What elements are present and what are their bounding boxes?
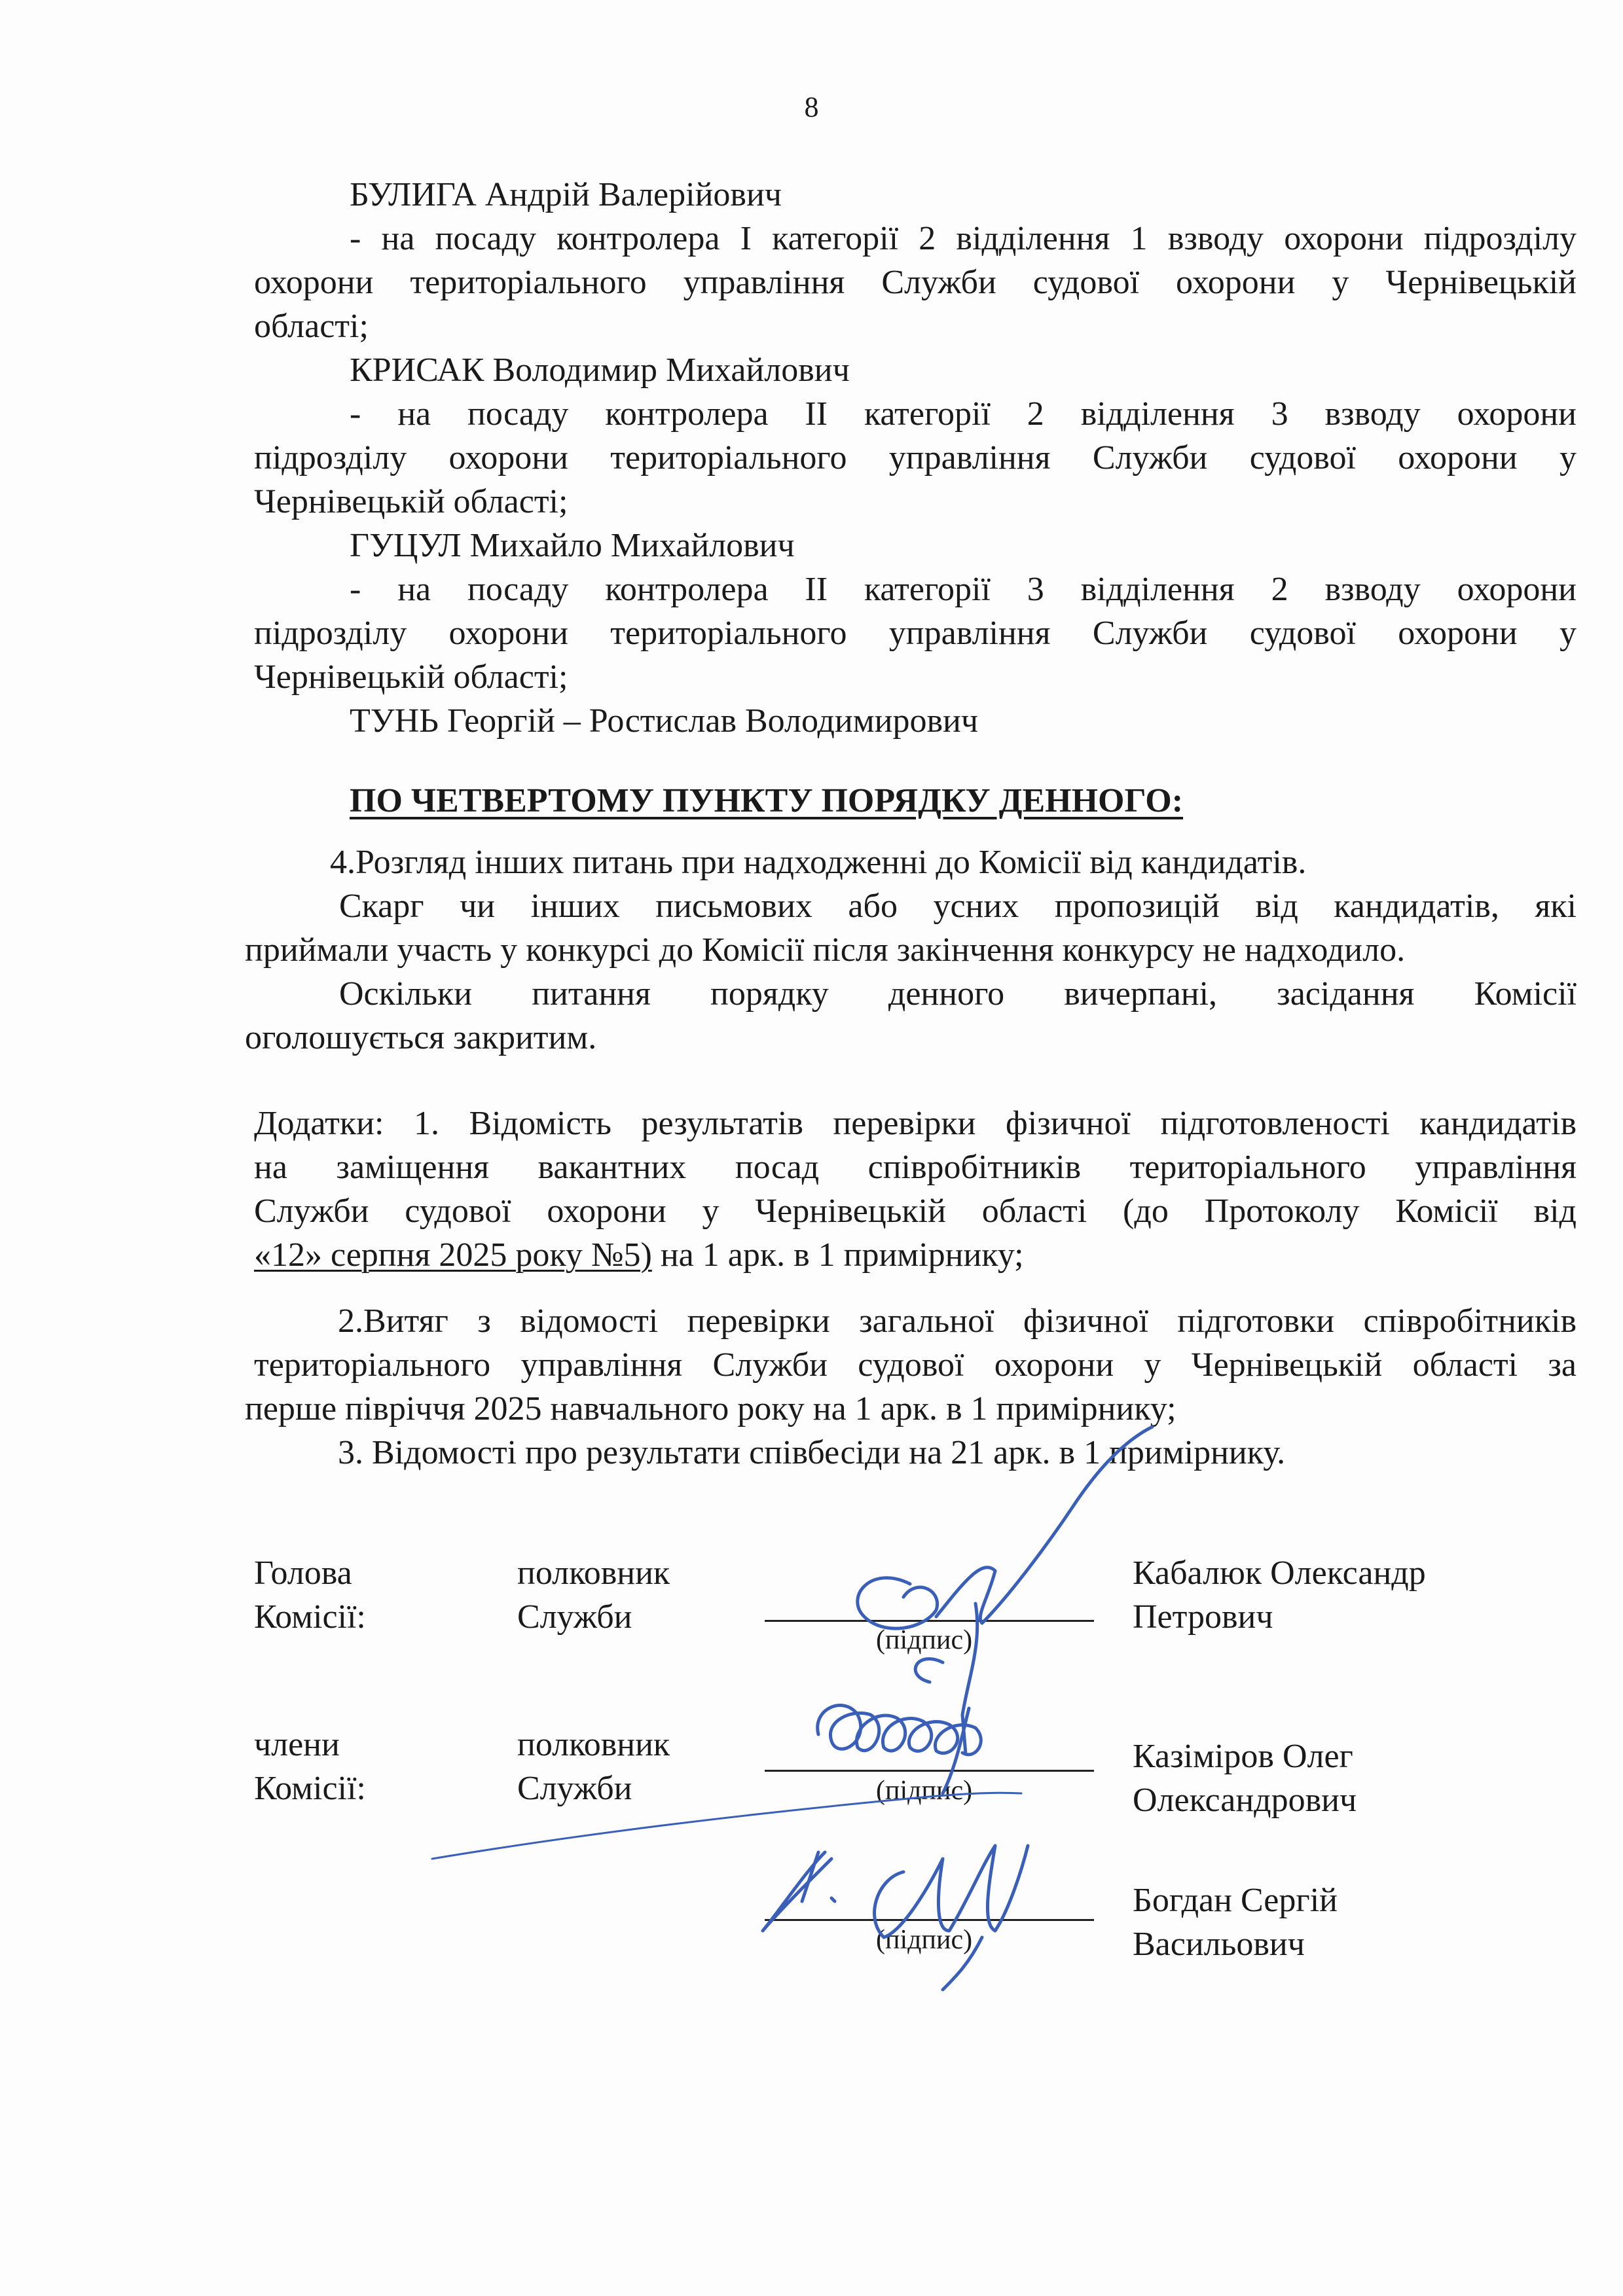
attachment-1: Додатки: 1. Відомість результатів перевірки фізичної підготовленості кандидатів: [254, 1105, 1577, 1142]
candidate-name-buliga: БУЛИГА Андрій Валерійович: [350, 176, 782, 213]
position-text: - на посаду контролера ІІ категорії 3 відділення 2 взводу охорони: [350, 571, 1577, 608]
signatory-name: Кабалюк Олександр Петрович: [1133, 1554, 1426, 1636]
signature-1-stroke: [915, 1659, 943, 1682]
attachment-1: на заміщення вакантних посад співробітників територіального управління: [254, 1149, 1577, 1186]
closing-text: Оскільки питання порядку денного вичерпані, засідання Комісії: [339, 975, 1577, 1013]
signatory-name: Богдан Сергій Васильович: [1133, 1882, 1338, 1963]
protocol-reference: «12» серпня 2025 року №5): [254, 1236, 652, 1274]
candidate-name-krysak: КРИСАК Володимир Михайлович: [350, 351, 850, 389]
signature-2-stroke: [818, 1706, 981, 1755]
candidate-name-tun: ТУНЬ Георгій – Ростислав Володимирович: [350, 702, 978, 740]
signatory-role: Голова Комісії:: [254, 1554, 366, 1636]
position-text: Чернівецькій області;: [254, 658, 568, 696]
signatory-rank: полковник Служби: [517, 1554, 670, 1636]
signature-3-stroke: [875, 1846, 1028, 1937]
signature-1-stroke: [858, 1578, 938, 1628]
position-text: підрозділу охорони територіального управління Служби судової охорони у: [254, 439, 1577, 476]
closing-text: оголошується закритим.: [245, 1019, 597, 1056]
candidate-name-hutsul: ГУЦУЛ Михайло Михайлович: [350, 527, 795, 564]
attachment-2: 2.Витяг з відомості перевірки загальної фізичної підготовки співробітників: [338, 1302, 1577, 1340]
complaints-text: приймали участь у конкурсі до Комісії після закінчення конкурсу не надходило.: [245, 931, 1406, 969]
agenda-item-4: 4.Розгляд інших питань при надходженні до Комісії від кандидатів.: [330, 844, 1307, 881]
signature-3-stroke: [831, 1898, 835, 1901]
attachment-2: перше півріччя 2025 навчального року на 1 арк. в 1 примірнику;: [245, 1390, 1176, 1427]
page-number: 8: [804, 91, 819, 123]
signature-label: (підпис): [876, 1925, 973, 1955]
position-text: - на посаду контролера ІІ категорії 2 відділення 3 взводу охорони: [350, 395, 1577, 433]
signatory-role: члени Комісії:: [254, 1726, 366, 1807]
signature-1-stroke: [936, 1427, 1152, 1623]
signatory-name: Казіміров Олег Олександрович: [1133, 1738, 1357, 1819]
signatory-rank: полковник Служби: [517, 1726, 670, 1807]
section-heading: ПО ЧЕТВЕРТОМУ ПУНКТУ ПОРЯДКУ ДЕННОГО:: [350, 782, 1184, 819]
signature-2-stroke: [432, 1793, 1021, 1859]
position-text: Чернівецькій області;: [254, 483, 568, 520]
position-text: охорони територіального управління Служби судової охорони у Чернівецькій: [254, 264, 1577, 301]
attachment-1-rest: на 1 арк. в 1 примірнику;: [651, 1236, 1024, 1274]
position-text: - на посаду контролера І категорії 2 відділення 1 взводу охорони підрозділу: [350, 220, 1577, 257]
signature-label: (підпис): [876, 1776, 973, 1806]
attachment-3: 3. Відомості про результати співбесіди на 21 арк. в 1 примірнику.: [338, 1434, 1286, 1471]
position-text: підрозділу охорони територіального управління Служби судової охорони у: [254, 615, 1577, 652]
signature-3-stroke: [943, 1937, 982, 1990]
complaints-text: Скарг чи інших письмових або усних пропозицій від кандидатів, які: [339, 888, 1577, 925]
position-text: області;: [254, 308, 369, 345]
attachment-1: Служби судової охорони у Чернівецькій області (до Протоколу Комісії від: [254, 1193, 1577, 1230]
signature-label: (підпис): [876, 1625, 973, 1655]
signature-3-stroke: [763, 1852, 831, 1931]
attachment-2: територіального управління Служби судової охорони у Чернівецькій області за: [254, 1346, 1577, 1384]
